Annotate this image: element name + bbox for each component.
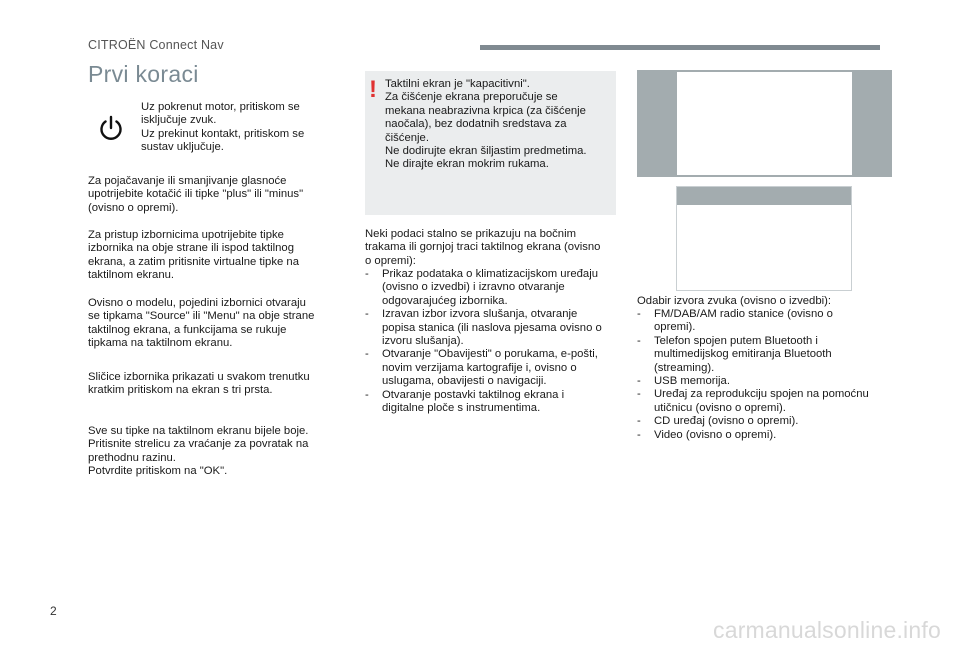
list-item: - Video (ovisno o opremi). <box>637 429 892 442</box>
model-menus-paragraph: Ovisno o modelu, pojedini izbornici otvaraju se tipkama "Source" ili "Menu" na obje strane taktilnog ekrana, a funkcijama se rukuje tipkama na taktilnom ekranu. <box>88 297 315 350</box>
thumbnails-paragraph: Sličice izbornika prikazati u svakom trenutku kratkim pritiskom na ekran s tri prsta. <box>88 371 310 397</box>
menu-access-paragraph: Za pristup izbornicima upotrijebite tipke izbornika na obje strane ili ispod taktilnog ekrana, a zatim pritisnite virtualne tipke na taktilnom ekranu. <box>88 229 299 282</box>
list-item: - Prikaz podataka o klimatizacijskom uređaju (ovisno o izvedbi) i izravno otvaranje odgovarajućeg izbornika. <box>365 268 620 308</box>
power-button-text: Uz pokrenut motor, pritiskom se isključuje zvuk. Uz prekinut kontakt, pritiskom se sustav uključuje. <box>141 101 305 154</box>
list-item: - CD uređaj (ovisno o opremi). <box>637 415 892 428</box>
list-item: - Telefon spojen putem Bluetooth i multimedijskog emitiranja Bluetooth (streaming). <box>637 335 892 375</box>
header-bar <box>480 45 880 50</box>
list-item: - Otvaranje "Obavijesti" o porukama, e-pošti, novim verzijama kartografije i, ovisno o uslugama, obavijesti o navigaciji. <box>365 348 620 388</box>
volume-paragraph: Za pojačavanje ili smanjivanje glasnoće upotrijebite kotačić ili tipke "plus" ili "minus" (ovisno o opremi). <box>88 175 304 214</box>
list-item: - Izravan izbor izvora slušanja, otvaranje popisa stanica (ili naslova pjesama ovisno o izvoru slušanja). <box>365 308 620 348</box>
audio-source-list <box>637 308 892 442</box>
warning-text: Taktilni ekran je "kapacitivni". Za čišćenje ekrana preporučuje se mekana neabrazivna krpica (za čišćenje naočala), bez dodatnih sredstava za čišćenje. Ne dodirujte ekran šiljastim predmetima. Ne dirajte ekran mokrim rukama. <box>385 78 587 171</box>
screen-illustration-secondary-bar <box>677 187 851 205</box>
power-icon <box>96 113 126 143</box>
header-title: CITROËN Connect Nav <box>88 38 224 52</box>
watermark: carmanualsonline.info <box>713 617 941 643</box>
screen-illustration-secondary <box>676 186 852 291</box>
screen-illustration-main <box>637 70 892 177</box>
side-bars-list <box>365 268 620 415</box>
audio-source-intro: Odabir izvora zvuka (ovisno o izvedbi): <box>637 295 832 307</box>
list-item: - Otvaranje postavki taktilnog ekrana i digitalne ploče s instrumentima. <box>365 389 620 416</box>
side-bars-intro: Neki podaci stalno se prikazuju na bočnim trakama ili gornjoj traci taktilnog ekrana (ovisno o opremi): <box>365 228 601 267</box>
page-number: 2 <box>50 604 57 618</box>
screen-illustration-main-display <box>677 72 852 175</box>
list-item: - Uređaj za reprodukciju spojen na pomoćnu utičnicu (ovisno o opremi). <box>637 388 892 415</box>
exclamation-icon: ! <box>369 76 377 103</box>
white-buttons-paragraph: Sve su tipke na taktilnom ekranu bijele boje. Pritisnite strelicu za vraćanje za povratak na prethodnu razinu. Potvrdite pritiskom na "OK". <box>88 425 309 478</box>
page-title: Prvi koraci <box>88 61 199 87</box>
warning-box <box>365 71 616 215</box>
list-item: - USB memorija. <box>637 375 892 388</box>
list-item: - FM/DAB/AM radio stanice (ovisno o opremi). <box>637 308 892 335</box>
